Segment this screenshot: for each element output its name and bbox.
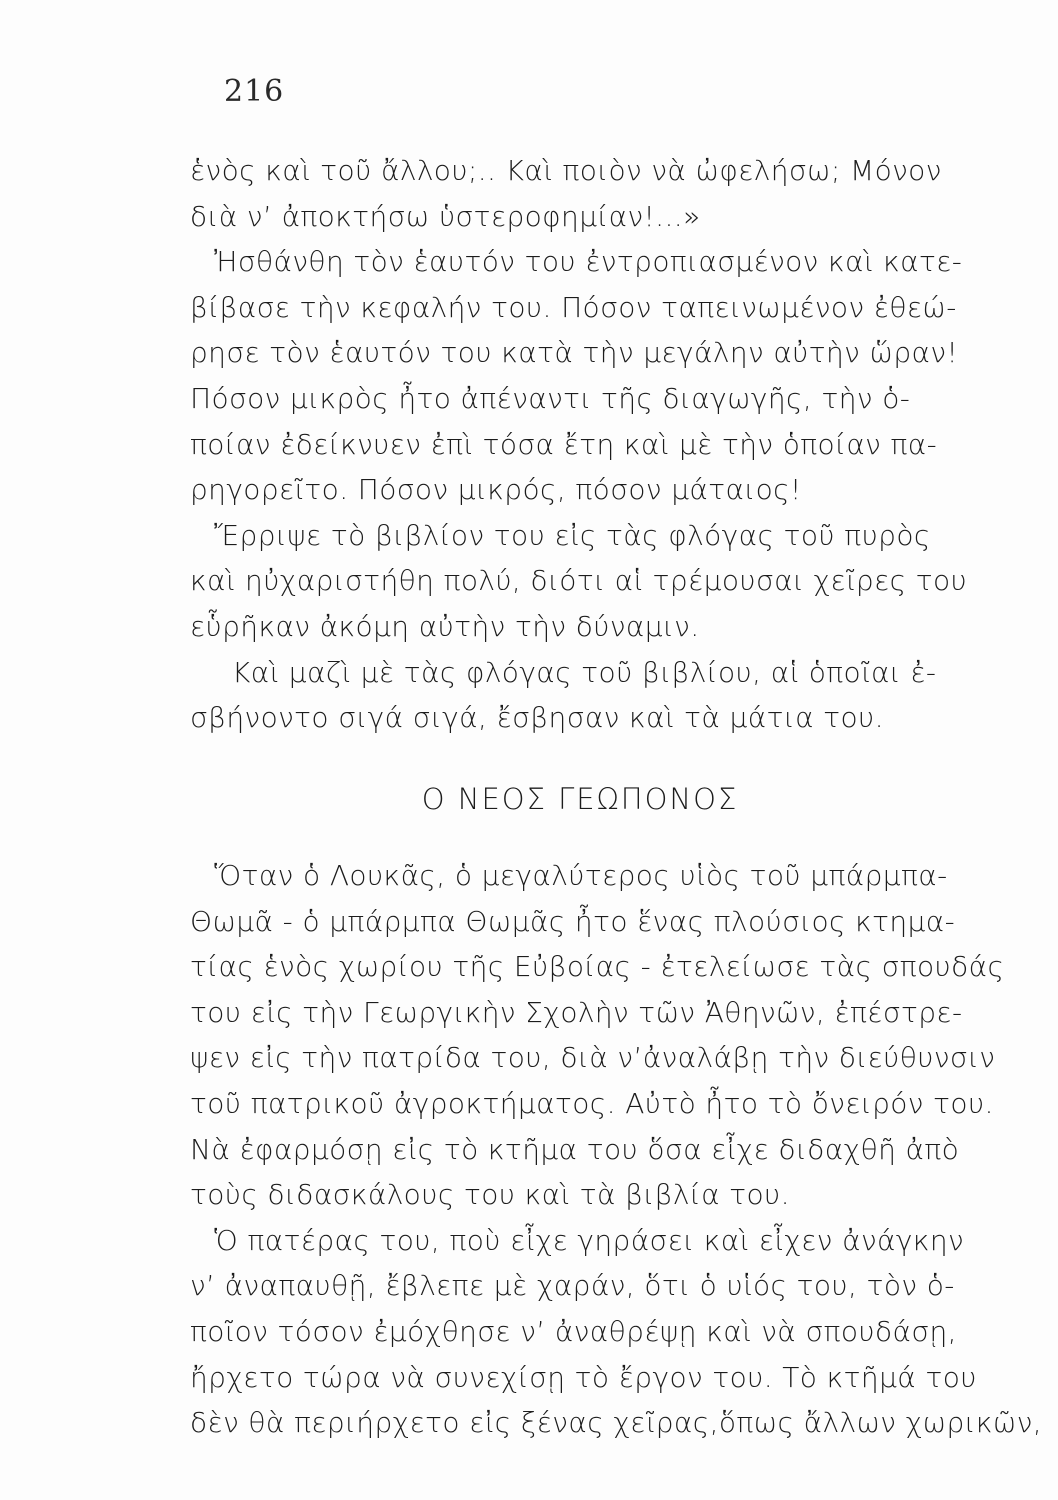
text-line: καὶ ηὐχαριστήθη πολύ, διότι αἱ τρέμουσαι χεῖρες του	[190, 564, 968, 598]
text-line: ἤρχετο τώρα νὰ συνεχίσῃ τὸ ἔργον του. Τὸ κτῆμά του	[190, 1360, 977, 1394]
text-line: ἑνὸς καὶ τοῦ ἄλλου;.. Καὶ ποιὸν νὰ ὠφελήσω; Μόνον	[190, 154, 942, 187]
text-line: Ὅταν ὁ Λουκᾶς, ὁ μεγαλύτερος υἱὸς τοῦ μπάρμπα-	[214, 859, 948, 892]
text-line: Ἔρριψε τὸ βιβλίον του εἰς τὰς φλόγας τοῦ πυρὸς	[214, 518, 931, 552]
text-line: Νὰ ἐφαρμόσῃ εἰς τὸ κτῆμα του ὅσα εἶχε διδαχθῆ ἀπὸ	[190, 1132, 960, 1166]
text-line: ποίαν ἐδείκνυεν ἐπὶ τόσα ἔτη καὶ μὲ τὴν ὁποίαν πα-	[190, 427, 938, 461]
section-2-text	[190, 853, 1043, 1446]
text-line: Ὁ πατέρας του, ποὺ εἶχε γηράσει καὶ εἶχεν ἀνάγκην	[214, 1223, 965, 1257]
text-line: ρηγορεῖτο. Πόσον μικρός, πόσον μάταιος!	[190, 473, 802, 507]
text-line: ρησε τὸν ἑαυτόν του κατὰ τὴν μεγάλην αὐτὴν ὥραν!	[190, 336, 959, 370]
text-line: διὰ ν’ ἀποκτήσω ὑστεροφημίαν!...»	[190, 199, 701, 233]
text-line: τοὺς διδασκάλους του καὶ τὰ βιβλία του.	[190, 1178, 790, 1212]
section-title: Ο ΝΕΟΣ ΓΕΩΠΟΝΟΣ	[421, 782, 739, 816]
text-line: Καὶ μαζὶ μὲ τὰς φλόγας τοῦ βιβλίου, αἱ ὁποῖαι ἐ-	[232, 655, 937, 689]
text-line: Ἠσθάνθη τὸν ἑαυτόν του ἐντροπιασμένον καὶ κατε-	[214, 245, 963, 279]
page-number: 216	[224, 74, 285, 109]
text-line: τοῦ πατρικοῦ ἀγροκτήματος. Αὐτὸ ἦτο τὸ ὄνειρόν του.	[190, 1086, 994, 1120]
text-line: ψεν εἰς τὴν πατρίδα του, διὰ ν’ἀναλάβῃ τὴν διεύθυνσιν	[190, 1041, 996, 1075]
text-line: ν’ ἀναπαυθῇ, ἔβλεπε μὲ χαράν, ὅτι ὁ υἱός του, τὸν ὁ-	[190, 1269, 955, 1303]
text-line: δὲν θὰ περιήρχετο εἰς ξένας χεῖρας,ὅπως ἄλλων χωρικῶν,	[190, 1406, 1043, 1440]
text-line: του εἰς τὴν Γεωργικὴν Σχολὴν τῶν Ἀθηνῶν, ἐπέστρε-	[190, 995, 963, 1029]
text-line: Θωμᾶ - ὁ μπάρμπα Θωμᾶς ἦτο ἕνας πλούσιος κτημα-	[190, 904, 956, 938]
text-line: σβήνοντο σιγά σιγά, ἔσβησαν καὶ τὰ μάτια του.	[190, 701, 884, 735]
text-line: ποῖον τόσον ἐμόχθησε ν’ ἀναθρέψῃ καὶ νὰ σπουδάσῃ,	[190, 1314, 957, 1348]
text-line: εὗρῆκαν ἀκόμη αὐτὴν τὴν δύναμιν.	[190, 609, 700, 643]
section-1-text	[190, 148, 990, 741]
text-line: τίας ἑνὸς χωρίου τῆς Εὐβοίας - ἐτελείωσε τὰς σπουδάς	[190, 950, 1005, 984]
text-line: Πόσον μικρὸς ἦτο ἀπέναντι τῆς διαγωγῆς, τὴν ὁ-	[190, 381, 911, 415]
text-line: βίβασε τὴν κεφαλήν του. Πόσον ταπεινωμένον ἐθεώ-	[190, 290, 957, 324]
